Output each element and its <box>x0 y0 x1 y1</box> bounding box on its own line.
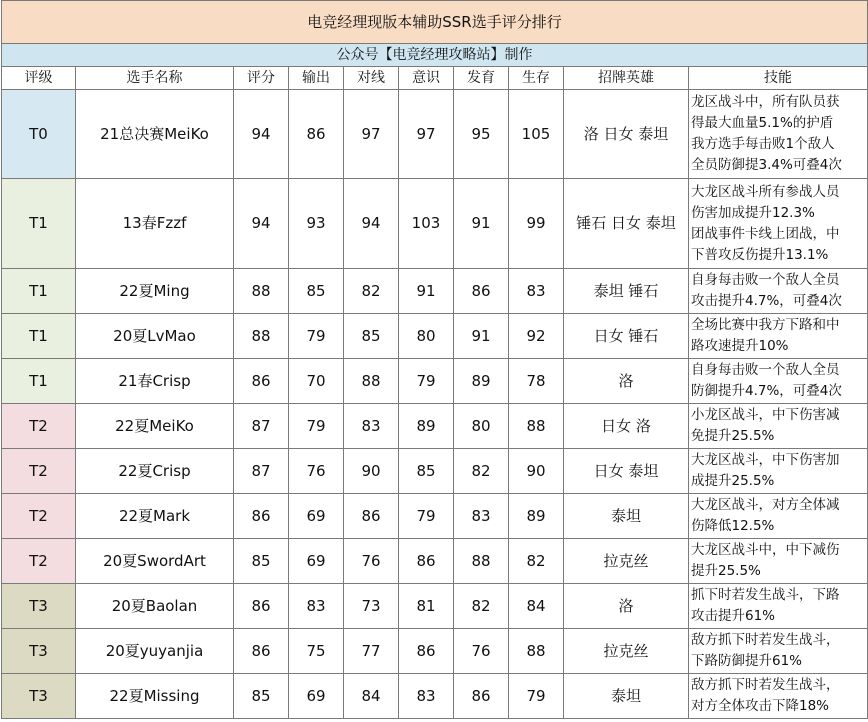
skill-line: 敌方抓下时若发生战斗， <box>691 632 840 648</box>
column-header-growth: 发育 <box>454 67 509 90</box>
signature-heroes-cell: 泰坦 锤石 <box>564 269 689 314</box>
output-cell: 69 <box>289 539 344 584</box>
awareness-cell: 86 <box>399 539 454 584</box>
lane-cell: 90 <box>344 449 399 494</box>
player-name-cell: 13春Fzzf <box>76 179 234 269</box>
growth-cell: 82 <box>454 584 509 629</box>
table-row <box>2 90 868 179</box>
survival-cell: 88 <box>509 404 564 449</box>
skill-line: 免提升25.5% <box>691 428 775 444</box>
skill-line: 下普攻反伤提升13.1% <box>691 246 829 263</box>
skill-line: 大龙区战斗所有参战人员 <box>691 183 840 200</box>
skill-cell <box>689 359 868 404</box>
skill-line: 团战事件卡线上团战，中 <box>691 225 840 242</box>
player-name-cell: 20夏SwordArt <box>76 539 234 584</box>
skill-line: 抓下时若发生战斗，下路 <box>691 587 840 603</box>
lane-cell: 84 <box>344 674 399 719</box>
skill-cell <box>689 404 868 449</box>
survival-cell: 79 <box>509 674 564 719</box>
awareness-cell: 85 <box>399 449 454 494</box>
tier-cell: T2 <box>2 494 76 539</box>
column-header-survival: 生存 <box>509 67 564 90</box>
awareness-cell: 79 <box>399 359 454 404</box>
score-cell: 86 <box>234 359 289 404</box>
table-row <box>2 494 868 539</box>
score-cell: 85 <box>234 539 289 584</box>
score-cell: 87 <box>234 404 289 449</box>
tier-cell: T1 <box>2 269 76 314</box>
survival-cell: 78 <box>509 359 564 404</box>
survival-cell: 88 <box>509 629 564 674</box>
score-cell: 94 <box>234 179 289 269</box>
growth-cell: 80 <box>454 404 509 449</box>
tier-cell: T2 <box>2 449 76 494</box>
skill-cell <box>689 269 868 314</box>
output-cell: 85 <box>289 269 344 314</box>
table-row <box>2 179 868 269</box>
signature-heroes-cell: 日女 洛 <box>564 404 689 449</box>
lane-cell: 73 <box>344 584 399 629</box>
awareness-cell: 103 <box>399 179 454 269</box>
output-cell: 75 <box>289 629 344 674</box>
tier-cell: T2 <box>2 404 76 449</box>
awareness-cell: 91 <box>399 269 454 314</box>
signature-heroes-cell: 泰坦 <box>564 494 689 539</box>
growth-cell: 76 <box>454 629 509 674</box>
tier-cell: T1 <box>2 314 76 359</box>
growth-cell: 89 <box>454 359 509 404</box>
skill-line: 大龙区战斗中，中下减伤 <box>691 542 840 558</box>
awareness-cell: 79 <box>399 494 454 539</box>
signature-heroes-cell: 洛 <box>564 584 689 629</box>
output-cell: 93 <box>289 179 344 269</box>
signature-heroes-cell: 拉克丝 <box>564 539 689 584</box>
table-body <box>2 1 868 719</box>
tier-cell: T1 <box>2 359 76 404</box>
score-cell: 86 <box>234 494 289 539</box>
skill-line: 全场比赛中我方下路和中 <box>691 317 840 333</box>
skill-cell <box>689 674 868 719</box>
awareness-cell: 89 <box>399 404 454 449</box>
awareness-cell: 83 <box>399 674 454 719</box>
skill-line: 攻击提升61% <box>691 608 776 624</box>
skill-cell <box>689 539 868 584</box>
tier-cell: T3 <box>2 584 76 629</box>
table-row <box>2 629 868 674</box>
skill-line: 提升25.5% <box>691 563 761 579</box>
output-cell: 79 <box>289 314 344 359</box>
lane-cell: 85 <box>344 314 399 359</box>
skill-cell <box>689 629 868 674</box>
output-cell: 86 <box>289 90 344 179</box>
skill-line: 对方全体攻击下降18% <box>691 698 830 714</box>
table-row <box>2 449 868 494</box>
skill-cell <box>689 494 868 539</box>
growth-cell: 91 <box>454 179 509 269</box>
player-name-cell: 22夏Ming <box>76 269 234 314</box>
skill-line: 全员防御提3.4%可叠4次 <box>691 157 842 173</box>
survival-cell: 90 <box>509 449 564 494</box>
output-cell: 69 <box>289 674 344 719</box>
lane-cell: 77 <box>344 629 399 674</box>
table-row <box>2 584 868 629</box>
output-cell: 70 <box>289 359 344 404</box>
lane-cell: 88 <box>344 359 399 404</box>
survival-cell: 99 <box>509 179 564 269</box>
skill-line: 下路防御提升61% <box>691 653 803 669</box>
player-name-cell: 22夏MeiKo <box>76 404 234 449</box>
column-header-signature-heroes: 招牌英雄 <box>564 67 689 90</box>
signature-heroes-cell: 日女 锤石 <box>564 314 689 359</box>
signature-heroes-cell: 泰坦 <box>564 674 689 719</box>
header-row <box>2 67 868 90</box>
awareness-cell: 80 <box>399 314 454 359</box>
lane-cell: 76 <box>344 539 399 584</box>
skill-cell <box>689 179 868 269</box>
ranking-table <box>1 0 868 719</box>
player-name-cell: 20夏LvMao <box>76 314 234 359</box>
lane-cell: 94 <box>344 179 399 269</box>
survival-cell: 84 <box>509 584 564 629</box>
tier-cell: T3 <box>2 629 76 674</box>
awareness-cell: 97 <box>399 90 454 179</box>
growth-cell: 83 <box>454 494 509 539</box>
skill-line: 自身每击败一个敌人全员 <box>691 362 840 378</box>
survival-cell: 83 <box>509 269 564 314</box>
table-row <box>2 269 868 314</box>
growth-cell: 86 <box>454 269 509 314</box>
score-cell: 87 <box>234 449 289 494</box>
column-header-lane: 对线 <box>344 67 399 90</box>
signature-heroes-cell: 洛 日女 泰坦 <box>564 90 689 179</box>
table-row <box>2 314 868 359</box>
skill-cell <box>689 449 868 494</box>
skill-line: 大龙区战斗，中下伤害加 <box>691 452 840 468</box>
lane-cell: 82 <box>344 269 399 314</box>
signature-heroes-cell: 日女 泰坦 <box>564 449 689 494</box>
skill-line: 攻击提升4.7%，可叠4次 <box>691 293 842 309</box>
score-cell: 86 <box>234 629 289 674</box>
signature-heroes-cell: 拉克丝 <box>564 629 689 674</box>
score-cell: 85 <box>234 674 289 719</box>
score-cell: 88 <box>234 269 289 314</box>
output-cell: 83 <box>289 584 344 629</box>
survival-cell: 82 <box>509 539 564 584</box>
skill-line: 小龙区战斗，中下伤害减 <box>691 407 840 423</box>
title-row <box>2 1 868 44</box>
column-header-awareness: 意识 <box>399 67 454 90</box>
column-header-tier: 评级 <box>2 67 76 90</box>
score-cell: 88 <box>234 314 289 359</box>
table-title: 电竞经理现版本辅助SSR选手评分排行 <box>2 1 868 44</box>
table-subtitle: 公众号【电竞经理攻略站】制作 <box>2 44 868 67</box>
awareness-cell: 81 <box>399 584 454 629</box>
skill-cell <box>689 90 868 179</box>
output-cell: 79 <box>289 404 344 449</box>
player-name-cell: 22夏Crisp <box>76 449 234 494</box>
skill-cell <box>689 584 868 629</box>
table-row <box>2 359 868 404</box>
player-name-cell: 20夏Baolan <box>76 584 234 629</box>
subtitle-row <box>2 44 868 67</box>
survival-cell: 89 <box>509 494 564 539</box>
column-header-skill: 技能 <box>689 67 868 90</box>
skill-line: 成提升25.5% <box>691 473 775 489</box>
score-cell: 86 <box>234 584 289 629</box>
player-name-cell: 22夏Mark <box>76 494 234 539</box>
awareness-cell: 86 <box>399 629 454 674</box>
table-row <box>2 404 868 449</box>
lane-cell: 97 <box>344 90 399 179</box>
tier-cell: T2 <box>2 539 76 584</box>
score-cell: 94 <box>234 90 289 179</box>
growth-cell: 95 <box>454 90 509 179</box>
survival-cell: 92 <box>509 314 564 359</box>
skill-line: 自身每击败一个敌人全员 <box>691 272 840 288</box>
column-header-player-name: 选手名称 <box>76 67 234 90</box>
table-row <box>2 539 868 584</box>
skill-cell <box>689 314 868 359</box>
player-name-cell: 21总决赛MeiKo <box>76 90 234 179</box>
skill-line: 伤害加成提升12.3% <box>691 204 815 221</box>
table-row <box>2 674 868 719</box>
column-header-output: 输出 <box>289 67 344 90</box>
column-header-score: 评分 <box>234 67 289 90</box>
skill-line: 伤降低12.5% <box>691 518 775 534</box>
tier-cell: T0 <box>2 90 76 179</box>
skill-line: 大龙区战斗，对方全体减 <box>691 497 840 513</box>
player-name-cell: 21春Crisp <box>76 359 234 404</box>
lane-cell: 86 <box>344 494 399 539</box>
skill-line: 得最大血量5.1%的护盾 <box>691 115 834 131</box>
skill-line: 我方选手每击败1个敌人 <box>691 136 835 152</box>
tier-cell: T3 <box>2 674 76 719</box>
signature-heroes-cell: 锤石 日女 泰坦 <box>564 179 689 269</box>
player-name-cell: 20夏yuyanjia <box>76 629 234 674</box>
survival-cell: 105 <box>509 90 564 179</box>
growth-cell: 82 <box>454 449 509 494</box>
growth-cell: 86 <box>454 674 509 719</box>
output-cell: 76 <box>289 449 344 494</box>
lane-cell: 83 <box>344 404 399 449</box>
skill-line: 龙区战斗中，所有队员获 <box>691 94 840 110</box>
skill-line: 敌方抓下时若发生战斗， <box>691 677 840 693</box>
skill-line: 防御提升4.7%，可叠4次 <box>691 383 842 399</box>
growth-cell: 91 <box>454 314 509 359</box>
tier-cell: T1 <box>2 179 76 269</box>
growth-cell: 88 <box>454 539 509 584</box>
skill-line: 路攻速提升10% <box>691 338 789 354</box>
output-cell: 69 <box>289 494 344 539</box>
signature-heroes-cell: 洛 <box>564 359 689 404</box>
player-name-cell: 22夏Missing <box>76 674 234 719</box>
